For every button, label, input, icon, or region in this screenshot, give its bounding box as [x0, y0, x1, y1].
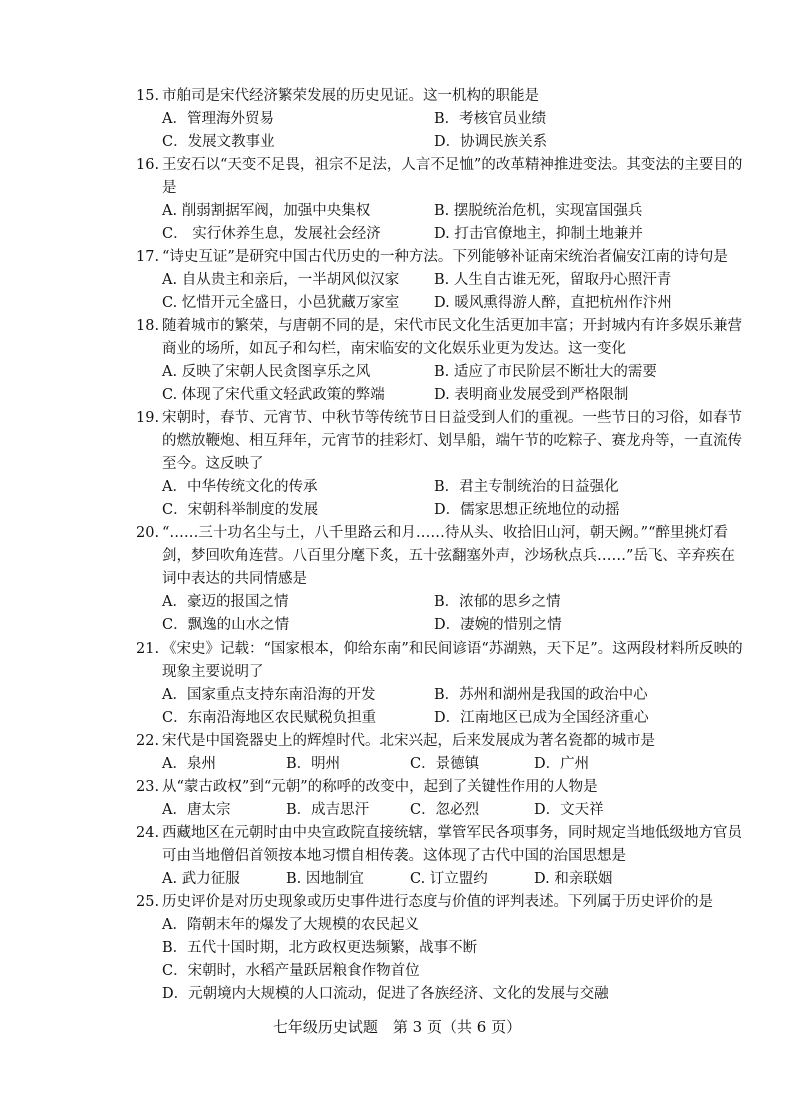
question-stem	[136, 407, 746, 476]
option-a: A．泉州	[162, 756, 216, 772]
question-number: 19.	[136, 410, 160, 426]
option-d: D．广州	[534, 756, 590, 772]
question-20	[136, 522, 746, 637]
option-d: D．凄婉的惜别之情	[434, 617, 562, 633]
question-19	[136, 407, 746, 522]
option-b: B．君主专制统治的日益强化	[434, 479, 619, 495]
option-b: B．苏州和湖州是我国的政治中心	[434, 687, 648, 703]
question-24	[136, 822, 746, 891]
option-a: A. 武力征服	[162, 871, 240, 887]
option-a: A．国家重点支持东南沿海的开发	[162, 687, 376, 703]
option-d: D. 和亲联姻	[534, 871, 613, 887]
options	[136, 476, 746, 522]
option-b: B. 适应了市民阶层不断壮大的需要	[434, 364, 657, 380]
question-text: “……三十功名尘与土，八千里路云和月……待从头、收拾旧山河，朝天阙。”“醉里挑灯看剑，梦回吹角连营。八百里分麾下炙，五十弦翻塞外声，沙场秋点兵……”岳飞、辛弃疾在词中表达的共同情感是	[162, 525, 735, 587]
question-16	[136, 154, 746, 246]
question-text: 宋代是中国瓷器史上的辉煌时代。北宋兴起，后来发展成为著名瓷都的城市是	[162, 733, 655, 749]
options	[136, 868, 746, 891]
question-number: 15.	[136, 88, 160, 104]
question-stem	[136, 246, 746, 269]
question-text: 《宋史》记载：“国家根本，仰给东南”和民间谚语“苏湖熟，天下足”。这两段材料所反映的现象主要说明了	[162, 641, 743, 680]
options	[136, 269, 746, 315]
option-d: D．江南地区已成为全国经济重心	[434, 710, 649, 726]
option-b: B. 摆脱统治危机，实现富国强兵	[434, 203, 643, 219]
question-number: 17.	[136, 249, 160, 265]
option-a: A．管理海外贸易	[162, 111, 274, 127]
question-17	[136, 246, 746, 315]
question-21	[136, 638, 746, 730]
option-c: C．飘逸的山水之情	[162, 617, 290, 633]
option-d: D. 打击官僚地主，抑制土地兼并	[434, 226, 643, 242]
page-footer: 七年级历史试题 第 3 页（共 6 页）	[272, 1018, 522, 1036]
question-number: 16.	[136, 157, 160, 173]
question-stem	[136, 638, 746, 684]
options	[136, 684, 746, 730]
option-b: B．明州	[286, 756, 341, 772]
question-stem	[136, 822, 746, 868]
question-stem	[136, 776, 746, 799]
question-text: 随着城市的繁荣，与唐朝不同的是，宋代市民文化生活更加丰富；开封城内有许多娱乐兼营商业的场所，如瓦子和勾栏，南宋临安的文化娱乐业更为发达。这一变化	[162, 318, 742, 357]
option-a: A．隋朝末年的爆发了大规模的农民起义	[162, 917, 419, 933]
option-d: D．元朝境内大规模的人口流动，促进了各族经济、文化的发展与交融	[162, 986, 609, 1002]
option-b: B．五代十国时期，北方政权更迭频繁，战事不断	[162, 940, 478, 956]
question-25	[136, 891, 746, 1006]
question-text: 市舶司是宋代经济繁荣发展的历史见证。这一机构的职能是	[162, 88, 539, 104]
question-stem	[136, 522, 746, 591]
option-a: A．中华传统文化的传承	[162, 479, 318, 495]
question-22	[136, 730, 746, 776]
question-text: 王安石以“天变不足畏，祖宗不足法，人言不足恤”的改革精神推进变法。其变法的主要目的是	[162, 157, 743, 196]
option-a: A. 自从贵主和亲后，一半胡风似汉家	[162, 272, 400, 288]
option-b: B．考核官员业绩	[434, 111, 547, 127]
question-number: 24.	[136, 825, 160, 841]
options	[136, 914, 746, 1006]
option-a: A．豪迈的报国之情	[162, 594, 289, 610]
question-text: 从“蒙古政权”到“元朝”的称呼的改变中，起到了关键性作用的人物是	[162, 779, 598, 795]
option-a: A. 削弱割据军阀，加强中央集权	[162, 203, 371, 219]
options	[136, 108, 746, 154]
option-a: A. 反映了宋朝人民贪图享乐之风	[162, 364, 371, 380]
option-d: D．文天祥	[534, 802, 604, 818]
option-d: D．儒家思想正统地位的动摇	[434, 502, 620, 518]
option-d: D. 暖风熏得游人醉，直把杭州作汴州	[434, 295, 672, 311]
question-18	[136, 315, 746, 407]
options	[136, 591, 746, 637]
options	[136, 200, 746, 246]
question-number: 18.	[136, 318, 160, 334]
options	[136, 361, 746, 407]
question-number: 20.	[136, 525, 160, 541]
option-b: B．浓郁的思乡之情	[434, 594, 561, 610]
question-15	[136, 85, 746, 154]
question-text: “诗史互证”是研究中国古代历史的一种方法。下列能够补证南宋统治者偏安江南的诗句是	[162, 249, 728, 265]
question-stem	[136, 85, 746, 108]
option-c: C．宋朝科举制度的发展	[162, 502, 319, 518]
question-stem	[136, 315, 746, 361]
question-text: 宋朝时，春节、元宵节、中秋节等传统节日日益受到人们的重视。一些节日的习俗，如春节的燃放鞭炮、相互拜年，元宵节的挂彩灯、划旱船，端午节的吃粽子、赛龙舟等，一直流传至今。这反映了	[162, 410, 742, 472]
options	[136, 753, 746, 776]
question-number: 21.	[136, 641, 160, 657]
option-c: C. 订立盟约	[410, 871, 488, 887]
question-number: 25.	[136, 894, 160, 910]
question-stem	[136, 154, 746, 200]
option-c: C．宋朝时，水稻产量跃居粮食作物首位	[162, 963, 420, 979]
option-b: B. 人生自古谁无死，留取丹心照汗青	[434, 272, 672, 288]
question-number: 23.	[136, 779, 160, 795]
question-text: 历史评价是对历史现象或历史事件进行态度与价值的评判表述。下列属于历史评价的是	[162, 894, 713, 910]
question-number: 22.	[136, 733, 160, 749]
question-stem	[136, 730, 746, 753]
option-b: B. 因地制宜	[286, 871, 364, 887]
option-b: B．成吉思汗	[286, 802, 370, 818]
question-stem	[136, 891, 746, 914]
option-c: C．东南沿海地区农民赋税负担重	[162, 710, 377, 726]
question-text: 西藏地区在元朝时由中央宣政院直接统辖，掌管军民各项事务，同时规定当地低级地方官员可由当地僧侣首领按本地习惯自相传袭。这体现了古代中国的治国思想是	[162, 825, 742, 864]
option-c: C．景德镇	[410, 756, 480, 772]
option-a: A．唐太宗	[162, 802, 231, 818]
option-c: C. 忆惜开元全盛日，小邑犹藏万家室	[162, 295, 400, 311]
option-c: C．发展文教事业	[162, 134, 275, 150]
question-23	[136, 776, 746, 822]
option-c: C． 实行休养生息，发展社会经济	[162, 226, 381, 242]
option-d: D．协调民族关系	[434, 134, 548, 150]
option-c: C. 体现了宋代重文轻武政策的弊端	[162, 387, 385, 403]
option-c: C．忽必烈	[410, 802, 480, 818]
option-d: D. 表明商业发展受到严格限制	[434, 387, 629, 403]
options	[136, 799, 746, 822]
